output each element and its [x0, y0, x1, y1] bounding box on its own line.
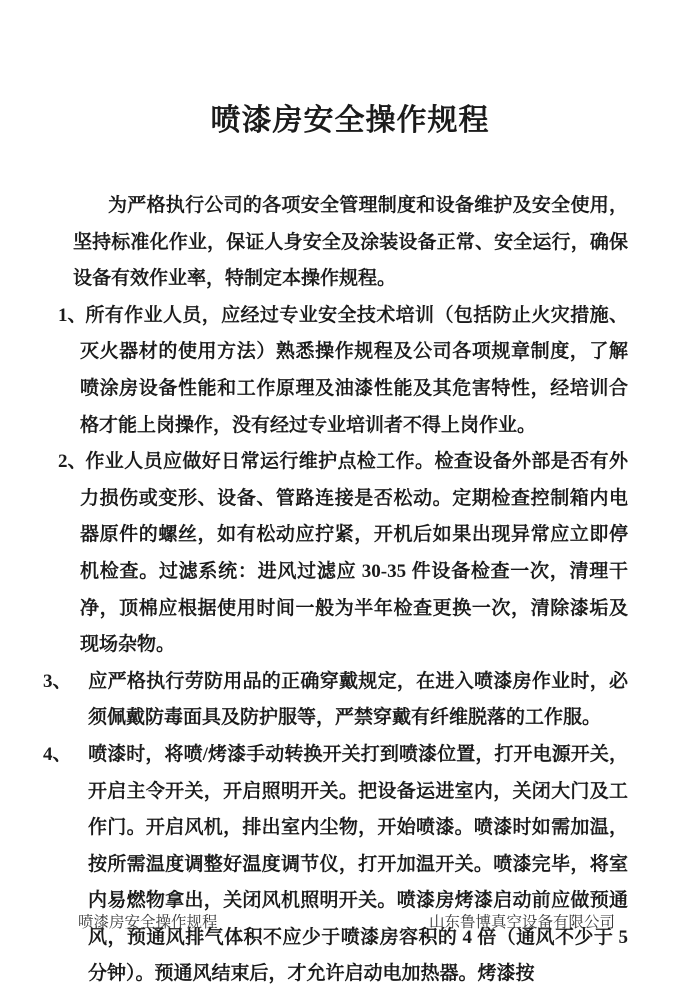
item-text-1: 所有作业人员，应经过专业安全技术培训（包括防止火灾措施、灭火器材的使用方法）熟悉操作规程及公司各项规章制度，了解喷涂房设备性能和工作原理及油漆性能及其危害特性，经培训合格才能上岗操作，没有经过专业培训者不得上岗作业。 [80, 304, 628, 436]
item-marker-2: 2、 [58, 451, 87, 473]
list-item-2 [58, 444, 628, 664]
list-item-3 [43, 664, 628, 737]
list-item-1 [58, 298, 628, 444]
footer-left: 喷漆房安全操作规程 [78, 914, 218, 931]
intro-paragraph: 为严格执行公司的各项安全管理制度和设备维护及安全使用，坚持标准化作业，保证人身安全及涂装设备正常、安全运行，确保设备有效作业率，特制定本操作规程。 [73, 195, 628, 290]
document-title: 喷漆房安全操作规程 [210, 104, 490, 137]
item-marker-1: 1、 [58, 304, 87, 326]
page-footer [78, 912, 615, 934]
item-marker-3: 3、 [43, 670, 72, 692]
item-text-4: 喷漆时，将喷/烤漆手动转换开关打到喷漆位置，打开电源开关，开启主令开关，开启照明开关。把设备运进室内，关闭大门及工作门。开启风机，排出室内尘物，开始喷漆。喷漆时如需加温，按所需温度调整好温度调节仪，打开加温开关。喷漆完毕，将室内易燃物拿出，关闭风机照明开关。喷漆房烤漆启动前应做预通风，预通风排气体积不应少于喷漆房容积的 4 倍（通风不少于 5 分钟）。预通风结束后，才允许启动电加热器。烤漆按 [88, 743, 628, 985]
item-text-3: 应严格执行劳防用品的正确穿戴规定，在进入喷漆房作业时，必须佩戴防毒面具及防护服等，严禁穿戴有纤维脱落的工作服。 [88, 670, 628, 729]
item-text-2: 作业人员应做好日常运行维护点检工作。检查设备外部是否有外力损伤或变形、设备、管路连接是否松动。定期检查控制箱内电器原件的螺丝，如有松动应拧紧，开机后如果出现异常应立即停机检查。过滤系统：进风过滤应 30-35 件设备检查一次，清理干净，顶棉应根据使用时间一般为半年检查更换一次，清除漆垢及现场杂物。 [80, 451, 628, 656]
list-item-4 [43, 737, 628, 990]
footer-right: 山东鲁博真空设备有限公司 [428, 914, 615, 931]
item-marker-4: 4、 [43, 743, 72, 765]
document-body [43, 188, 628, 990]
